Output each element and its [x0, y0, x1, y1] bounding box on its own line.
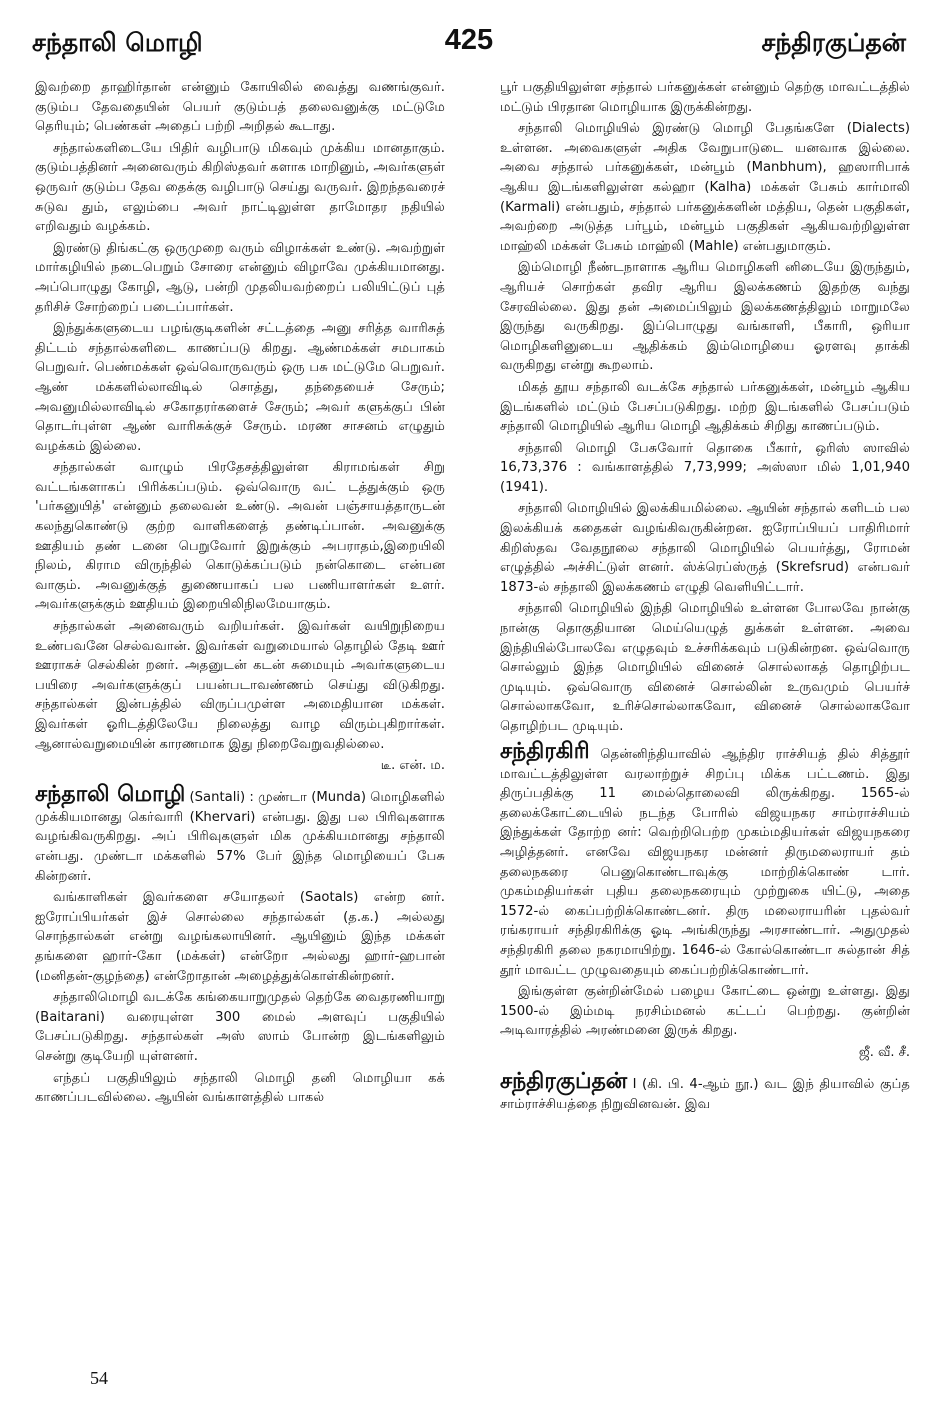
entry-headword: சந்தாலி மொழி: [35, 781, 186, 807]
paragraph: மிகத் தூய சந்தாலி வடக்கே சந்தால் பர்கனுக்கள், மன்பூம் ஆகிய இடங்களில் மட்டும் பேசப்படுகிறது. மற்ற இடங்களில் பேசப்படும் சந்தாலி மொழியில் ஆரிய மொழி ஆதிக்கம் சிறிது காணப்படும்.: [500, 379, 910, 435]
entry-body: I (கி. பி. 4-ஆம் நூ.) வட இந் தியாவில் குப்த சாம்ராச்சியத்தை நிறுவினவன். இவ: [500, 1076, 910, 1112]
right-column: [500, 78, 910, 1116]
entry-headword: சந்திரகிரி: [500, 738, 590, 764]
paragraph: இவற்றை தாஹிர்தான் என்னும் கோயிலில் வைத்து வணங்குவர். குடும்ப தேவதையின் பெயர் குடும்பத் தலைவனுக்கு மட்டுமே தெரியும்; பெண்கள் அதைப் பற்றி அறிதல் கூடாது.: [35, 80, 445, 135]
entry-santali: [35, 782, 445, 886]
entry-chandragupta: [500, 1069, 910, 1115]
signature-number: 54: [90, 1368, 108, 1388]
paragraph: எந்தப் பகுதியிலும் சந்தாலி மொழி தனி மொழியா கக் காணப்படவில்லை. ஆயின் வங்காளத்தில் பாகல்: [35, 1070, 445, 1106]
paragraph: சந்தாலி மொழி பேசுவோர் தொகை பீகார், ஒரிஸ் ஸாவில் 16,73,376 : வங்காளத்தில் 7,73,999; அஸ்ஸா மில் 1,01,940 (1941).: [500, 440, 910, 495]
paragraph: சந்தால்கள் அனைவரும் வறியர்கள். இவர்கள் வயிறுநிறைய உண்பவனே செல்வவான். இவர்கள் வறுமையால் தொழில் தேடி ஊர் ஊராகச் செல்கின் றனர். அதனுடன் கடன் சுமையும் அவர்களுடைய பயிரை அவர்களுக்குப் பயன்படாவண்ணம் செய்து விடுகிறது. சந்தால்கள் இன்பத்தில் விருப்பமுள்ள அமைதியான மக்கள். இவர்கள் ஓரிடத்திலேயே நிலைத்து வாழ விரும்புகிறார்கள். ஆனால்வறுமையின் காரணமாக இது நிறைவேறுவதில்லை.: [35, 619, 445, 752]
author-initials: டீ. என். ம.: [380, 758, 445, 774]
page-header: [32, 24, 906, 64]
paragraph: இரண்டு திங்கட்கு ஒருமுறை வரும் விழாக்கள் உண்டு. அவற்றுள் மார்கழியில் நடைபெறும் சோரை என்னும் விழாவே முக்கியமானது. அப்பொழுது கோழி, ஆடு, பன்றி முதலியவற்றைப் பலியிட்டுப் புத் தரிசிச் சோற்றைப் படைப்பார்கள்.: [35, 240, 445, 315]
running-head-right: சந்திரகுப்தன்: [761, 28, 906, 57]
author-initials: ஜீ. வீ. சீ.: [858, 1044, 910, 1060]
paragraph: இந்துக்களுடைய பழங்குடிகளின் சட்டத்தை அனு சரித்த வாரிசுத் திட்டம் சந்தால்களிடை காணப்படு கிறது. ஆண்மக்கள் சமபாகம் பெறுவர். பெண்மக்கள் ஒவ்வொருவரும் ஒரு பசு மட்டுமே பெறுவர். ஆண் மக்களில்லாவிடில் சொத்து, தந்தையைச் சேரும்; அவனுமில்லாவிடில் சகோதரர்களைச் சேரும்; அவர் களுக்குப் பின் தொடர்புள்ள ஆண் வாரிசுக்குச் சேரும். மரண சாசனம் எழுதும் வழக்கம் இல்லை.: [35, 321, 445, 454]
entry-body: (Santali) : முண்டா (Munda) மொழிகளில் முக்கியமானது கெர்வாரி (Khervari) என்பது. இது பல பிரிவுகளாக வழங்கிவருகிறது. அப் பிரிவுகளுள் மிக முக்கியமானது சந்தாலி என்பது. முண்டா மக்களில் 57% பேர் இந்த மொழியைப் பேசு கின்றனர்.: [35, 789, 445, 884]
paragraph: சந்தாலி மொழியில் இரண்டு மொழி பேதங்களே (Dialects) உள்ளன. அவைகளுள் அதிக வேறுபாடுடை யனவாக இல்லை. அவை சந்தால் பர்கனுக்கள், மன்பூம் (Manbhum), ஹஸாரிபாக் ஆகிய இடங்களிலுள்ள கல்ஹா (Kalha) மக்கள் பேசும் கார்மாலி (Karmali) என்பதும், சந்தால் பர்கனுக்களின் மத்திய, தென் பகுதிகள், அவற்றை அடுத்த பர்பூம், மன்பூம் பகுதிகள் ஆகியவற்றிலுள்ள மாஹ்லி மக்கள் பேசும் மாஹ்லி (Mahle) என்பதுமாகும்.: [500, 121, 910, 254]
entry-chandragiri: [500, 739, 910, 981]
paragraph: சந்தாலி மொழியில் இந்தி மொழியில் உள்ளன போலவே நான்கு நான்கு தொகுதியான மெய்யெழுத் துக்கள் உள்ளன. அவை இந்தியில்போலவே எழுதவும் உச்சரிக்கவும் படுகின்றன. ஒவ்வொரு சொல்லும் இந்த மொழியில் வினைச் சொல்லாகத் தொழிற்பட முடியும். ஒவ்வொரு வினைச் சொல்லின் உருவமும் பெயர்ச் சொல்லாகவோ, உரிச்சொல்லாகவோ, வினைச் சொல்லாகவோ தொழிற்பட முடியும்.: [500, 601, 910, 734]
paragraph: சந்தாலி மொழியில் இலக்கியமில்லை. ஆயின் சந்தால் களிடம் பல இலக்கியக் கதைகள் வழங்கிவருகின்றன. ஐரோப்பியப் பாதிரிமார் கிறிஸ்தவ வேதநூலை சந்தாலி மொழியில் பெயர்த்து, ரோமன் எழுத்தில் அச்சிட்டுள் ளனர். ஸ்க்ரெப்ஸ்ருத் (Skrefsrud) என்பவர் 1873-ல் சந்தாலி இலக்கணம் எழுதி வெளியிட்டார்.: [500, 501, 910, 595]
page-number: 425: [444, 24, 494, 56]
entry-body: தென்னிந்தியாவில் ஆந்திர ராச்சியத் தில் சித்தூர் மாவட்டத்திலுள்ள வரலாற்றுச் சிறப்பு மிக்க பட்டணம். இது திருப்பதிக்கு 11 மைல்தொலைவி லிருக்கிறது. 1565-ல் தலைக்கோட்டையில் நடந்த போரில் விஜயநகர சாம்ராச்சியம் இந்துக்கள் தோற்ற னர்: வெற்றிபெற்ற முகம்மதியர்கள் விஜயநகரை அழித்தனர். எனவே விஜயநகர மன்னர் திருமலைராயர் தம் தலைநகரை பெனுகொண்டாவுக்கு மாற்றிக்கொண் டார். முகம்மதியர்கள் புதிய தலைநகரையும் முற்றுகை யிட்டு, அதை 1572-ல் கைப்பற்றிக்கொண்டனர். திரு மலைராயரின் புதல்வர் ரங்கராயர் சந்திரகிரிக்கு ஓடி அங்கிருந்து அரசாண்டார். அதுமுதல் சந்திரகிரி தலை நகரமாயிற்று. 1646-ல் கோல்கொண்டா சுல்தான் சித் தூர் மாவட்ட முழுவதையும் கைப்பற்றிக்கொண்டார்.: [500, 746, 910, 978]
paragraph: பூர் பகுதியிலுள்ள சந்தால் பர்கனுக்கள் என்னும் தெற்கு மாவட்டத்தில் மட்டும் பிரதான மொழியாக இருக்கின்றது.: [500, 80, 910, 115]
paragraph: இங்குள்ள குன்றின்மேல் பழைய கோட்டை ஒன்று உள்ளது. இது 1500-ல் இம்மடி நரசிம்மனல் கட்டப் பெற்றது. குன்றின் அடிவாரத்தில் அரண்மனை இருக் கிறது.: [500, 984, 910, 1039]
running-head-left: சந்தாலி மொழி: [32, 28, 203, 57]
paragraph: சந்தால்களிடையே பிதிர் வழிபாடு மிகவும் முக்கிய மானதாகும். குடும்பத்தினர் அனைவரும் கிறிஸ்தவர் களாக மாறினும், அவர்களுள் ஒருவர் குடும்ப தேவ தைக்கு வழிபாடு செய்து வருவர். இறந்தவரைச் சுடுவ தும், எலும்பை அவர் நாட்டிலுள்ள தாமோதர நதியில் எறிவதும் வழக்கம்.: [35, 140, 445, 235]
entry-headword: சந்திரகுப்தன்: [500, 1068, 628, 1094]
paragraph: சந்தால்கள் வாழும் பிரதேசத்திலுள்ள கிராமங்கள் சிறு வட்டங்களாகப் பிரிக்கப்படும். ஒவ்வொரு வட் டத்துக்கும் ஒரு 'பர்கனுயித்' என்னும் தலைவன் உண்டு. அவன் பஞ்சாயத்தாருடன் கலந்துகொண்டு குற்ற வாளிகளைத் தண்டிப்பான். அவனுக்கு ஊதியம் தண் டனை பெறுவோர் இறுக்கும் அபராதம்,இறையிலி நிலம், கிராம விருந்தில் கொடுக்கப்படும் நன்கொடை என்பன வாகும். அவனுக்குத் துணையாகப் பல பணியாளர்கள் உளர். அவர்களுக்கும் ஊதியம் இறையிலிநிலமேயாகும்.: [35, 460, 445, 613]
paragraph: இம்மொழி நீண்டநாளாக ஆரிய மொழிகளி னிடையே இருந்தும், ஆரியச் சொற்கள் தவிர ஆரிய இலக்கணம் இதற்கு வந்து சேரவில்லை. இது தன் அமைப்பிலும் இலக்கணத்திலும் மாறுமலே இருந்து வருகிறது. இப்பொழுது வங்காளி, பீகாரி, ஒரியா மொழிகளினுடைய ஆதிக்கம் இம்மொழியை ஓரளவு தாக்கி வருகிறது என்று கூறலாம்.: [500, 260, 910, 374]
paragraph: வங்காளிகள் இவர்களை சயோதலர் (Saotals) என்ற னர். ஐரோப்பியர்கள் இச் சொல்லை சந்தால்கள் (த.க.) அல்லது சொந்தால்கள் என்று வழங்கலாயினர். ஆயினும் இந்த மக்கள் தங்களை ஹார்-கோ (மக்கள்) என்றோ அல்லது ஹார்-ஹபான் (மனிதன்-குழந்தை) என்றோதான் அழைத்துக்கொள்கின்றனர்.: [35, 890, 445, 984]
left-column: [35, 78, 445, 1110]
paragraph: சந்தாலிமொழி வடக்கே கங்கையாறுமுதல் தெற்கே வைதரணியாறு (Baitarani) வரையுள்ள 300 மைல் அளவுப் பகுதியில் பேசப்படுகிறது. சந்தால்கள் அஸ் ஸாம் போன்ற இடங்களிலும் சென்று குடியேறி யுள்ளனர்.: [35, 990, 445, 1064]
